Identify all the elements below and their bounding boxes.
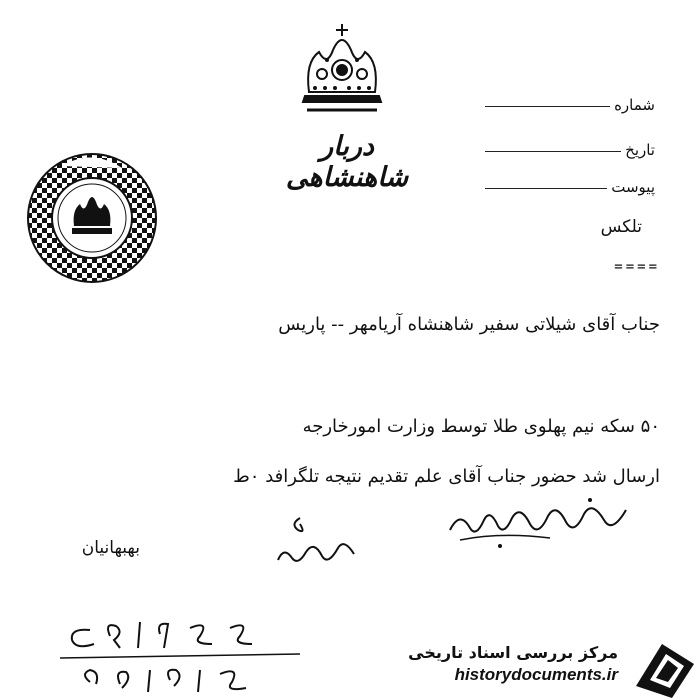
- field-date: [485, 133, 655, 159]
- archive-org-name: مرکز بررسی اسناد تاریخی: [408, 643, 618, 662]
- handwritten-note-icon: [270, 510, 360, 575]
- body-line-1: ۵۰ سکه نیم پهلوی طلا توسط وزارت امورخارجه: [302, 416, 660, 437]
- field-number: [485, 88, 655, 114]
- recipient-line: جناب آقای شیلاتی سفیر شاهنشاه آریامهر -- پاریس: [278, 314, 660, 335]
- court-title: دربار شاهنشاهی: [285, 131, 409, 193]
- archive-site: historydocuments.ir: [454, 665, 618, 684]
- body-line-2: ارسال شد حضور جناب آقای علم تقدیم نتیجه تلگرافد ۰ط: [233, 466, 660, 487]
- royal-seal-icon: [22, 148, 162, 288]
- crown-emblem-icon: [297, 22, 387, 114]
- field-number-line: [485, 106, 610, 107]
- field-attachment-label: پیوست: [611, 178, 655, 196]
- field-date-line: [485, 151, 621, 152]
- field-number-label: شماره: [614, 96, 655, 114]
- handwritten-signature-icon: [440, 490, 640, 550]
- telex-label: تلکس: [600, 217, 642, 237]
- sender-name: بهبهانیان: [81, 538, 140, 558]
- field-date-label: تاریخ: [625, 141, 655, 159]
- field-attachment: [485, 170, 655, 196]
- field-attachment-line: [485, 188, 607, 189]
- separator: ====: [614, 259, 660, 275]
- handwritten-archive-numbers-icon: [60, 600, 310, 700]
